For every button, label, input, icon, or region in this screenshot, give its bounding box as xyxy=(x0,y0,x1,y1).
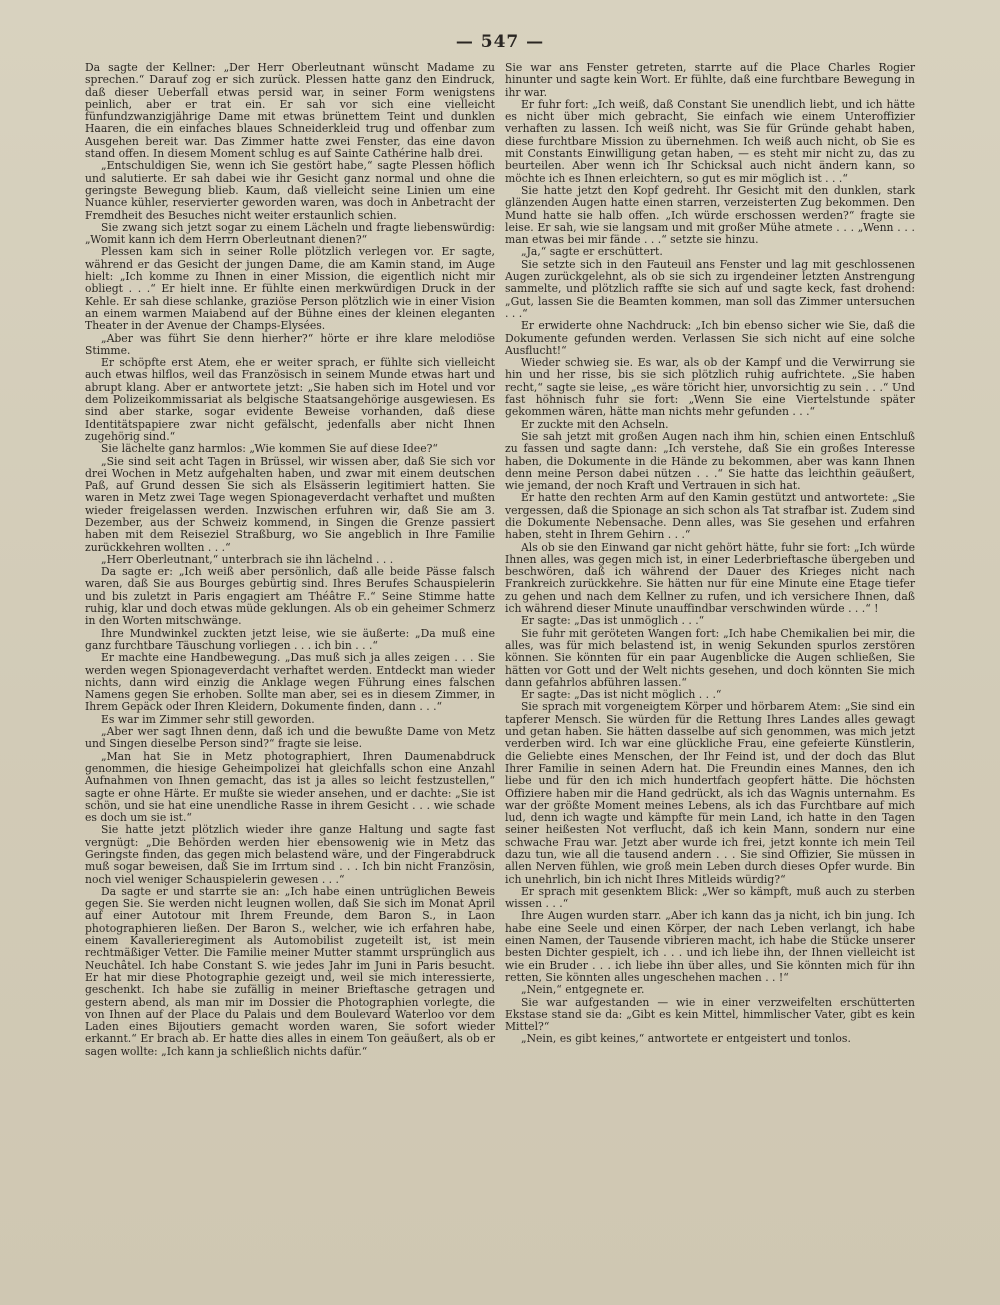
paragraph: Als ob sie den Einwand gar nicht gehört hätte, fuhr sie fort: „Ich würde Ihnen alles, was gegen mich ist, in einer Lederbrieftasche übergeben und beschwören, daß ich während der Dauer des Krieges nicht nach Frankreich zurückkehre. Sie hätten nur für eine Minute eine Etage tiefer zu gehen und nach dem Kellner zu rufen, und ich versichere Ihnen, daß ich während dieser Minute unauffindbar verschwinden würde . . .“ ! xyxy=(505,540,915,616)
paragraph: Wieder schwieg sie. Es war, als ob der Kampf und die Verwirrung sie hin und her risse, bis sie sich plötzlich ruhig aufrichtete. „Sie haben recht,“ sagte sie leise, „es wäre töricht hier, unvorsichtig zu sein . . .“ Und fast höhnisch fuhr sie fort: „Wenn Sie eine Viertelstunde später gekommen wären, hätte man nichts mehr gefunden . . .“ xyxy=(505,356,915,419)
paragraph: „Aber wer sagt Ihnen denn, daß ich und die bewußte Dame von Metz und Singen dieselbe Person sind?“ fragte sie leise. xyxy=(85,725,495,751)
paragraph: Sie war aufgestanden — wie in einer verzweifelten erschütterten Ekstase stand sie da: „Gibt es kein Mittel, himmlischer Vater, gibt es kein Mittel?“ xyxy=(505,995,915,1034)
paragraph: Er zuckte mit den Achseln. xyxy=(521,417,669,431)
paragraph: Sie sah jetzt mit großen Augen nach ihm hin, schien einen Entschluß zu fassen und sagte dann: „Ich verstehe, daß Sie ein großes Interesse haben, die Dokumente in die Hände zu bekommen, aber was kann Ihnen denn meine Person dabei nützen . . .“ Sie hatte das leichthin geäußert, wie jemand, der noch Kraft und Vertrauen in sich hat. xyxy=(505,429,915,493)
paragraph: Er fuhr fort: „Ich weiß, daß Constant Sie unendlich liebt, und ich hätte es nicht über mich gebracht, Sie einfach wie einem Unteroffizier verhaften zu lassen. Ich weiß nicht, was Sie für Gründe gehabt haben, diese furchtbare Mission zu übernehmen. Ich weiß auch nicht, ob Sie es mit Constants Einwilligung getan haben, — es steht mir nicht zu, das zu beurteilen. Aber wenn ich Ihr Schicksal auch nicht ändern kann, so möchte ich es Ihnen erleichtern, so gut es mir möglich ist . . .“ xyxy=(505,97,915,185)
paragraph: Sie hatte jetzt plötzlich wieder ihre ganze Haltung und sagte fast vergnügt: „Die Behörden werden hier ebensowenig wie in Metz das Geringste finden, das gegen mich belastend wäre, und der Fingerabdruck muß sogar beweisen, daß Sie im Irrtum sind . . . Ich bin nicht Französin, noch viel weniger Schauspielerin gewesen . . .“ xyxy=(85,823,495,886)
right-column xyxy=(505,62,915,1046)
paragraph: „Man hat Sie in Metz photographiert, Ihren Daumenabdruck genommen, die hiesige Geheimpolizei hat gleichfalls schon eine Anzahl Aufnahmen von Ihnen gemacht, das ist ja alles so leicht festzustellen,“ sagte er ohne Härte. Er mußte sie wieder ansehen, und er dachte: „Sie ist schön, und sie hat eine unendliche Rasse in ihrem Gesicht . . . wie schade es doch um sie ist.“ xyxy=(85,749,495,825)
paragraph: Plessen kam sich in seiner Rolle plötzlich verlegen vor. Er sagte, während er das Gesicht der jungen Dame, die am Kamin stand, im Auge hielt: „Ich komme zu Ihnen in einer Mission, die eigentlich nicht mir obliegt . . .“ Er hielt inne. Er fühlte einen merkwürdigen Druck in der Kehle. Er sah diese schlanke, graziöse Person plötzlich wie in einer Vision an einem warmen Maiabend auf der Bühne eines der kleinen eleganten Theater in der Avenue der Champs-Elysées. xyxy=(85,245,495,333)
paragraph: Sie hatte jetzt den Kopf gedreht. Ihr Gesicht mit den dunklen, stark glänzenden Augen hatte einen starren, verzeisterten Zug bekommen. Den Mund hatte sie halb offen. „Ich würde erschossen werden?“ fragte sie leise. Er sah, wie sie langsam und mit großer Mühe atmete . . . „Wenn . . . man etwas bei mir fände . . .“ setzte sie hinzu. xyxy=(505,183,915,247)
paragraph: „Entschuldigen Sie, wenn ich Sie gestört habe,“ sagte Plessen höflich und salutierte. Er sah dabei wie ihr Gesicht ganz normal und ohne die geringste Bewegung blieb. Kaum, daß vielleicht seine Linien um eine Nuance kühler, reservierter geworden waren, was doch in Anbetracht der Fremdheit des Besuches nicht weiter erstaunlich schien. xyxy=(85,159,495,222)
paragraph: Da sagte der Kellner: „Der Herr Oberleutnant wünscht Madame zu sprechen.“ Darauf zog er sich zurück. Plessen hatte ganz den Eindruck, daß dieser Ueberfall etwas persid war, in seiner Form wenigstens peinlich, aber er trat ein. Er sah vor sich eine vielleicht fünfundzwanzigjährige Dame mit etwas brünettem Teint und dunklen Haaren, die ein einfaches blaues Schneiderkleid trug und offenbar zum Ausgehen bereit war. Das Zimmer hatte zwei Fenster, das eine davon stand offen. In diesem Moment schlug es auf Sainte Cathérine halb drei. xyxy=(85,61,495,161)
paragraph: Sie fuhr mit geröteten Wangen fort: „Ich habe Chemikalien bei mir, die alles, was für mich belastend ist, in wenig Sekunden spurlos zerstören können. Sie könnten für ein paar Augenblicke die Augen schließen, Sie hätten vor Gott und der Welt nichts gesehen, und doch könnten Sie mich dann gefahrlos abführen lassen.“ xyxy=(505,626,915,689)
paragraph: „Aber was führt Sie denn hierher?“ hörte er ihre klare melodiöse Stimme. xyxy=(85,331,495,357)
paragraph: Sie lächelte ganz harmlos: „Wie kommen Sie auf diese Idee?“ xyxy=(101,442,438,456)
paragraph: „Nein, es gibt keines,“ antwortete er entgeistert und tonlos. xyxy=(521,1032,851,1046)
paragraph: „Sie sind seit acht Tagen in Brüssel, wir wissen aber, daß Sie sich vor drei Wochen in Metz aufgehalten haben, und zwar mit einem deutschen Paß, auf Grund dessen Sie sich als Elsässerin legitimiert hatten. Sie waren in Metz zwei Tage wegen Spionageverdacht verhaftet und mußten wieder freigelassen werden. Inzwischen erfuhren wir, daß Sie am 3. Dezember, aus der Schweiz kommend, in Singen die Grenze passiert haben mit dem Reiseziel Straßburg, wo Sie angeblich in Ihre Familie zurückkehren wollten . . .“ xyxy=(85,454,495,554)
paragraph: Er erwiderte ohne Nachdruck: „Ich bin ebenso sicher wie Sie, daß die Dokumente gefunden werden. Verlassen Sie sich nicht auf eine solche Ausflucht!“ xyxy=(505,319,915,357)
paragraph: Er sagte: „Das ist unmöglich . . .“ xyxy=(521,614,705,628)
paragraph: Sie war ans Fenster getreten, starrte auf die Place Charles Rogier hinunter und sagte kein Wort. Er fühlte, daß eine furchtbare Bewegung in ihr war. xyxy=(505,61,915,99)
paragraph: „Ja,“ sagte er erschüttert. xyxy=(521,245,663,259)
paragraph: „Herr Oberleutnant,“ unterbrach sie ihn lächelnd . . . xyxy=(101,552,394,566)
paragraph: Ihre Mundwinkel zuckten jetzt leise, wie sie äußerte: „Da muß eine ganz furchtbare Täuschung vorliegen . . . ich bin . . .“ xyxy=(85,626,495,652)
page-number: — 547 — xyxy=(455,32,545,52)
paragraph: Er sagte: „Das ist nicht möglich . . .“ xyxy=(521,688,722,702)
paragraph: Er schöpfte erst Atem, ehe er weiter sprach, er fühlte sich vielleicht auch etwas hilflos, weil das Französisch in seinem Munde etwas hart und abrupt klang. Aber er antwortete jetzt: „Sie haben sich im Hotel und vor dem Polizeikommissariat als belgische Staatsangehörige ausgewiesen. Es sind aber starke, sogar evidente Beweise vorhanden, daß diese Identitätspapiere zwar nicht gefälscht, jedenfalls aber nicht Ihnen zugehörig sind.“ xyxy=(85,356,495,443)
paragraph: Sie zwang sich jetzt sogar zu einem Lächeln und fragte liebenswürdig: „Womit kann ich dem Herrn Oberleutnant dienen?“ xyxy=(85,220,495,247)
paragraph: Ihre Augen wurden starr. „Aber ich kann das ja nicht, ich bin jung. Ich habe eine Seele und einen Körper, der nach Leben verlangt, ich habe einen Namen, der Tausende vibrieren macht, ich habe die Stücke unserer besten Dichter gespielt, ich . . . und ich liebe ihn, der Ihnen vielleicht ist wie ein Bruder . . . ich liebe ihn über alles, und Sie könnten mich für ihn retten, Sie könnten alles ungeschehen machen . . !“ xyxy=(505,909,915,984)
paragraph: Er machte eine Handbewegung. „Das muß sich ja alles zeigen . . . Sie werden wegen Spionageverdacht verhaftet werden. Entdeckt man wieder nichts, dann wird einzig die Anklage wegen Führung eines falschen Namens gegen Sie erhoben. Sollte man aber, sei es in diesem Zimmer, in Ihrem Gepäck oder Ihren Kleidern, Dokumente finden, dann . . .“ xyxy=(85,651,495,714)
paragraph: „Nein,“ entgegnete er. xyxy=(521,983,645,997)
paragraph: Da sagte er: „Ich weiß aber persönlich, daß alle beide Pässe falsch waren, daß Sie aus Bourges gebürtig sind. Ihres Berufes Schauspielerin und bis zuletzt in Paris engagiert am Théâtre F..“ Seine Stimme hatte ruhig, klar und doch etwas müde geklungen. Als ob ein geheimer Schmerz in den Worten mitschwänge. xyxy=(85,565,495,628)
paragraph: Es war im Zimmer sehr still geworden. xyxy=(101,712,315,726)
paragraph: Da sagte er und starrte sie an: „Ich habe einen untrüglichen Beweis gegen Sie. Sie werden nicht leugnen wollen, daß Sie sich im Monat April auf einer Autotour mit Ihrem Freunde, dem Baron S., in Laon photographieren ließen. Der Baron S., welcher, wie ich erfahren habe, einem Kavallerieregiment als Automobilist zugeteilt ist, ist mein rechtmäßiger Vetter. Die Familie meiner Mutter stammt ursprünglich aus Neuchâtel. Ich habe Constant S. wie jedes Jahr im Juni in Paris besucht. Er hat mir diese Photographie gezeigt und, weil sie mich interessierte, geschenkt. Ich habe sie zufällig in meiner Brieftasche getragen und gestern abend, als man mir im Dossier die Photographien vorlegte, die von Ihnen auf der Place du Palais und dem Boulevard Waterloo vor dem Laden eines Bijoutiers gemacht worden waren, Sie sofort wieder erkannt.“ Er brach ab. Er hatte dies alles in einem Ton geäußert, als ob er sagen wollte: „Ich kann ja schließlich nichts dafür.“ xyxy=(85,884,495,1058)
paragraph: Er hatte den rechten Arm auf den Kamin gestützt und antwortete: „Sie vergessen, daß die Spionage an sich schon als Tat strafbar ist. Zudem sind die Dokumente Nebensache. Denn alles, was Sie gesehen und erfahren haben, steht in Ihrem Gehirn . . .“ xyxy=(505,491,915,542)
paragraph: Er sprach mit gesenktem Blick: „Wer so kämpft, muß auch zu sterben wissen . . .“ xyxy=(505,884,915,911)
paragraph: Sie sprach mit vorgeneigtem Körper und hörbarem Atem: „Sie sind ein tapferer Mensch. Sie würden für die Rettung Ihres Landes alles gewagt und getan haben. Sie hätten dasselbe auf sich genommen, was mich jetzt verderben wird. Ich war eine glückliche Frau, eine gefeierte Künstlerin, die Geliebte eines Menschen, der Ihr Feind ist, und der doch das Blut Ihrer Familie in seinen Adern hat. Die Freundin eines Mannes, den ich liebe und für den ich mich hundertfach geopfert hätte. Die höchsten Offiziere haben mir die Hand gedrückt, als ich das Wagnis unternahm. Es war der größte Moment meines Lebens, als ich das Furchtbare auf mich lud, denn ich wagte und kämpfte für mein Land, ich hatte in den Tagen seiner heißesten Not verflucht, daß ich kein Mann, sondern nur eine schwache Frau war. Jetzt aber wurde ich frei, jetzt konnte ich mein Teil dazu tun, wie all die tausend andern . . . Sie sind Offizier, Sie müssen in allen Nerven fühlen, wie groß mein Leben durch dieses Opfer wurde. Bin ich unehrlich, bin ich nicht Ihres Mitleids würdig?“ xyxy=(505,700,915,886)
left-column xyxy=(85,62,495,1058)
paragraph: Sie setzte sich in den Fauteuil ans Fenster und lag mit geschlossenen Augen zurückgelehnt, als ob sie sich zu irgendeiner letzten Anstrengung sammelte, und plötzlich raffte sie sich auf und sagte keck, fast drohend: „Gut, lassen Sie die Beamten kommen, man soll das Zimmer untersuchen . . .“ xyxy=(505,257,915,320)
